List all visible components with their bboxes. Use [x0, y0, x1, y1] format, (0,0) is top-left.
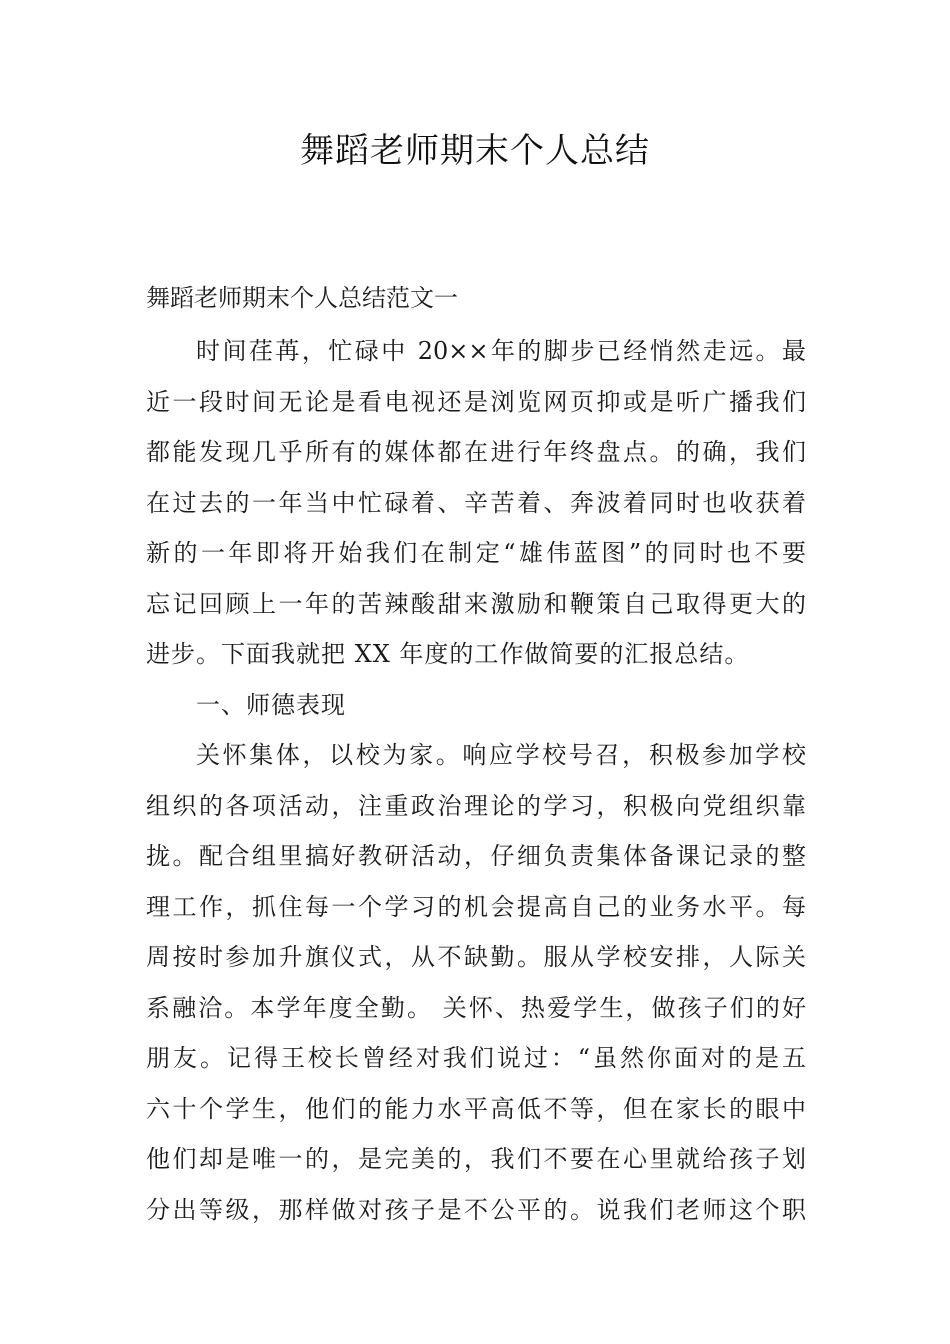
- paragraph-line: 理工作，抓住每一个学习的机会提高自己的业务水平。每: [146, 892, 806, 921]
- paragraph-line: 朋友。记得王校长曾经对我们说过：“虽然你面对的是五: [146, 1044, 806, 1072]
- paragraph-line: 组织的各项活动，注重政治理论的学习，积极向党组织靠: [146, 791, 806, 820]
- paragraph-line: 时间荏苒，忙碌中 20××年的脚步已经悄然走远。最: [196, 337, 806, 365]
- paragraph-line: 拢。配合组里搞好教研活动，仔细负责集体备课记录的整: [146, 842, 806, 870]
- paragraph-line: 分出等级，那样做对孩子是不公平的。说我们老师这个职: [146, 1195, 806, 1224]
- paragraph-line: 都能发现几乎所有的媒体都在进行年终盘点。的确，我们: [146, 438, 806, 466]
- paragraph-line: 忘记回顾上一年的苦辣酸甜来激励和鞭策自己取得更大的: [146, 589, 806, 618]
- paragraph-line: 系融洽。本学年度全勤。 关怀、热爱学生，做孩子们的好: [146, 993, 806, 1022]
- document-subtitle: 舞蹈老师期末个人总结范文一: [146, 284, 458, 312]
- section-heading: 一、师德表现: [196, 690, 346, 719]
- paragraph-line: 近一段时间无论是看电视还是浏览网页抑或是听广播我们: [146, 387, 806, 416]
- document-title: 舞蹈老师期末个人总结: [300, 131, 650, 171]
- document-body: [146, 330, 806, 1239]
- paragraph-line: 六十个学生，他们的能力水平高低不等，但在家长的眼中: [146, 1094, 806, 1123]
- paragraph-line: 在过去的一年当中忙碌着、辛苦着、奔波着同时也收获着: [146, 488, 806, 517]
- paragraph-line: 周按时参加升旗仪式，从不缺勤。服从学校安排，人际关: [146, 943, 806, 971]
- paragraph-line: 他们却是唯一的，是完美的，我们不要在心里就给孩子划: [146, 1145, 806, 1173]
- paragraph-line: 进步。下面我就把 XX 年度的工作做简要的汇报总结。: [146, 640, 750, 668]
- paragraph-line: 关怀集体，以校为家。响应学校号召，积极参加学校: [196, 741, 806, 769]
- paragraph-line: 新的一年即将开始我们在制定“雄伟蓝图”的同时也不要: [146, 539, 806, 567]
